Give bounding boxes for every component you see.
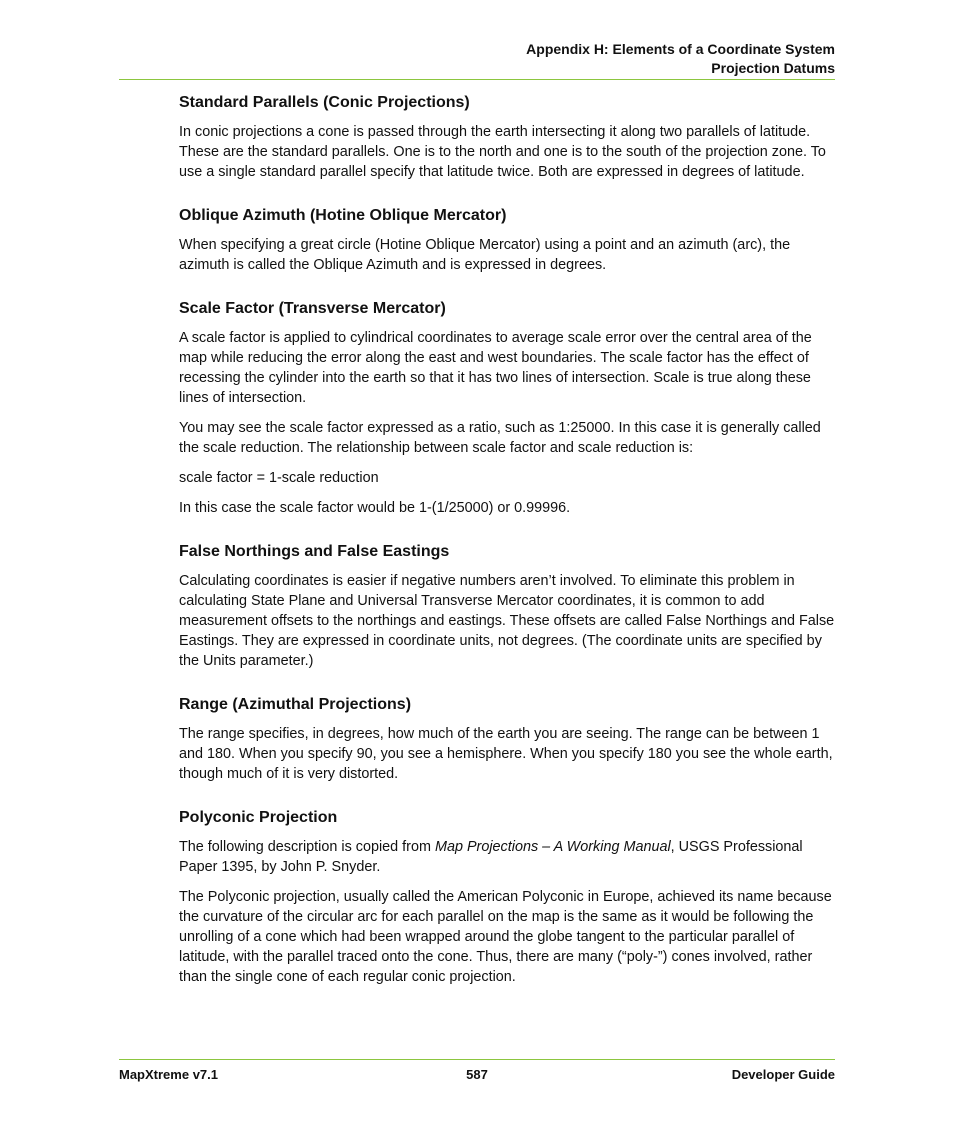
footer-guide: Developer Guide <box>731 1067 835 1082</box>
body-paragraph: You may see the scale factor expressed as a ratio, such as 1:25000. In this case it is generally called the scale reduction. The relationship between scale factor and scale reduction is: <box>179 420 821 456</box>
footer-product: MapXtreme v7.1 <box>119 1067 218 1082</box>
body-paragraph: Calculating coordinates is easier if negative numbers aren’t involved. To eliminate this problem in calculating State Plane and Universal Transverse Mercator coordinates, it is common to add measurement offsets to the northings and eastings. These offsets are called False Northings and False Eastings. They are expressed in coordinate units, not degrees. (The coordinate units are specified by the Units parameter.) <box>179 573 835 669</box>
section-heading: Oblique Azimuth (Hotine Oblique Mercator) <box>179 207 507 224</box>
section-polyconic <box>179 807 835 987</box>
page-content <box>179 92 835 1010</box>
body-paragraph: The Polyconic projection, usually called the American Polyconic in Europe, achieved its name because the curvature of the circular arc for each parallel on the map is the same as it would be following the unrolling of a cone which had been wrapped around the globe tangent to the particular parallel of latitude, with the parallel traced onto the cone. Thus, there are many (“poly-”) cones involved, rather than the single cone of each regular conic projection. <box>179 889 832 985</box>
book-title: Map Projections – A Working Manual <box>434 839 671 855</box>
body-paragraph: In conic projections a cone is passed through the earth intersecting it along two parallels of latitude. These are the standard parallels. One is to the north and one is to the south of the projection zone. To use a single standard parallel specify that latitude twice. Both are expressed in degrees of latitude. <box>179 124 826 180</box>
body-paragraph: A scale factor is applied to cylindrical coordinates to average scale error over the central area of the map while reducing the error along the east and west boundaries. The scale factor has the effect of recessing the cylinder into the earth so that it has two lines of intersection. Scale is true along these lines of intersection. <box>179 330 812 406</box>
body-paragraph: In this case the scale factor would be 1-(1/25000) or 0.99996. <box>179 500 571 516</box>
intro-text-after: , USGS Professional Paper 1395, by John P. Snyder. <box>179 839 803 875</box>
section-heading: Polyconic Projection <box>179 809 338 826</box>
section-range <box>179 694 835 784</box>
section-heading: Range (Azimuthal Projections) <box>179 696 412 713</box>
header-section-title: Projection Datums <box>711 60 835 76</box>
section-false-northings <box>179 541 835 671</box>
page-header <box>119 40 835 78</box>
section-heading: Scale Factor (Transverse Mercator) <box>179 300 446 317</box>
footer-rule <box>119 1059 835 1060</box>
body-paragraph: When specifying a great circle (Hotine Oblique Mercator) using a point and an azimuth (arc), the azimuth is called the Oblique Azimuth and is expressed in degrees. <box>179 237 791 273</box>
section-standard-parallels <box>179 92 835 182</box>
section-scale-factor <box>179 298 835 518</box>
section-oblique-azimuth <box>179 205 835 275</box>
footer-page-number: 587 <box>466 1067 488 1082</box>
body-paragraph: The range specifies, in degrees, how much of the earth you are seeing. The range can be between 1 and 180. When you specify 90, you see a hemisphere. When you specify 180 you see the whole earth, though much of it is very distorted. <box>179 726 833 782</box>
section-heading: False Northings and False Eastings <box>179 543 450 560</box>
intro-text-before: The following description is copied from <box>179 839 435 855</box>
header-rule <box>119 79 835 80</box>
section-heading: Standard Parallels (Conic Projections) <box>179 94 470 111</box>
formula-paragraph: scale factor = 1-scale reduction <box>179 470 379 486</box>
intro-paragraph <box>179 837 835 877</box>
header-chapter-title: Appendix H: Elements of a Coordinate System <box>526 41 835 57</box>
